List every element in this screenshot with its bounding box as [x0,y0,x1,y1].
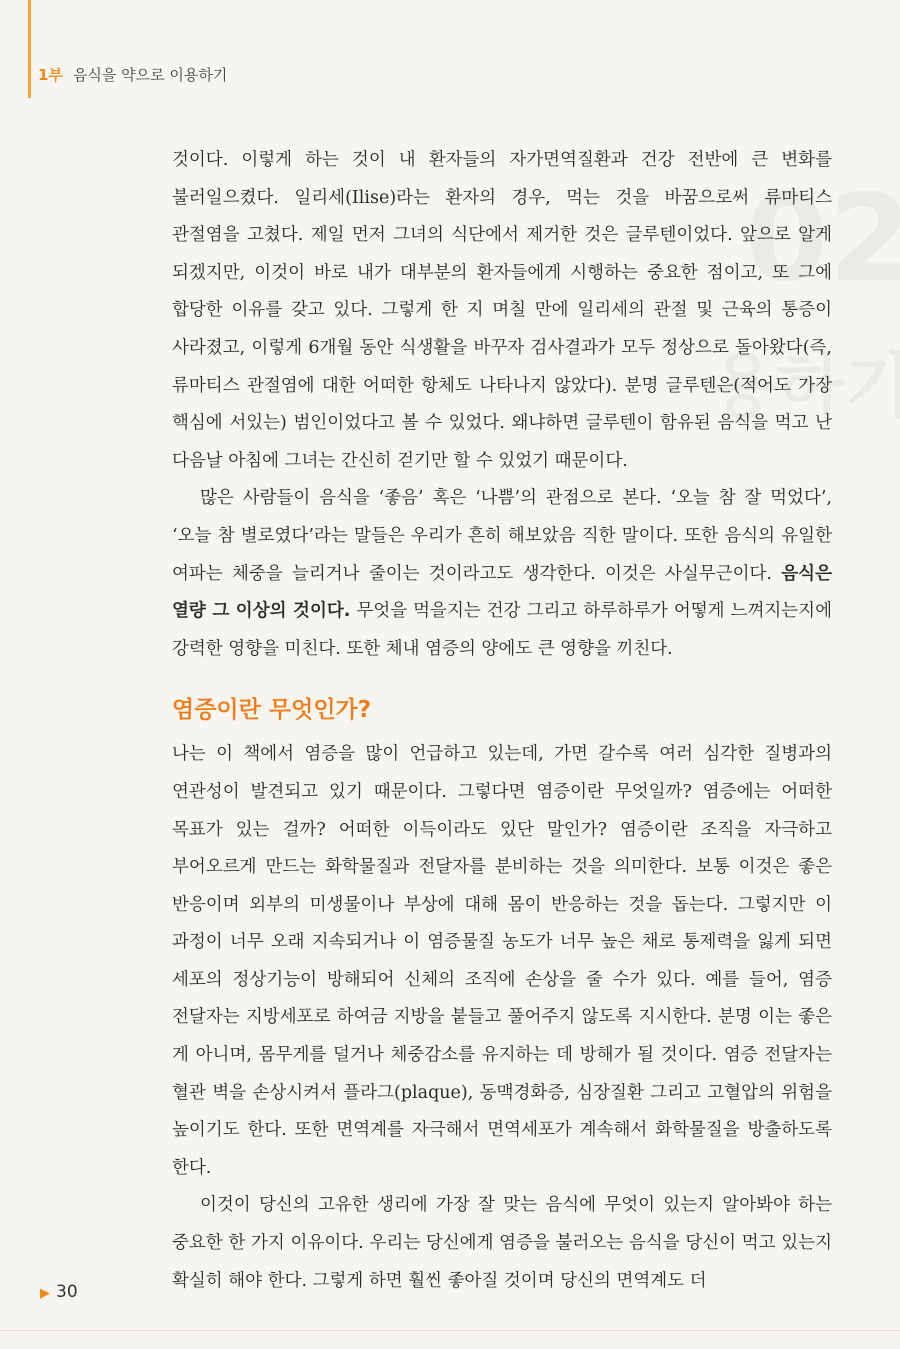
paragraph-text: 무엇을 먹을지는 건강 그리고 하루하루가 어떻게 느껴지는지에 강력한 영향을 미친다. 또한 체내 염증의 양에도 큰 영향을 끼친다. [172,601,832,659]
page-body [172,142,832,1300]
paragraph-text: 많은 사람들이 음식을 ‘좋음’ 혹은 ‘나쁨’의 관점으로 본다. ‘오늘 참 잘 먹었다’, ‘오늘 참 별로였다’라는 말들은 우리가 흔히 해보았음 직한 말이다. 또한 음식의 유일한 여파는 체중을 늘리거나 줄이는 것이라고도 생각한다. 이것은 사실무근이다. [172,488,832,584]
body-paragraph [172,480,832,668]
chapter-title: 음식을 약으로 이용하기 [72,66,228,84]
page-footer [40,1282,78,1302]
part-label: 1부 [38,66,63,84]
emphasis-text: 음식은 열량 그 이상의 것이다. [172,563,832,622]
bottom-rule [0,1330,900,1331]
page-number: 30 [56,1282,78,1302]
section-heading: 염증이란 무엇인가? [172,697,372,724]
body-paragraph: 나는 이 책에서 염증을 많이 언급하고 있는데, 가면 갈수록 여러 심각한 질병과의 연관성이 발견되고 있기 때문이다. 그렇다면 염증이란 무엇일까? 염증에는 어떠한 목표가 있는 걸까? 어떠한 이득이라도 있단 말인가? 염증이란 조직을 자극하고 부어오르게 만드는 화학물질과 전달자를 분비하는 것을 의미한다. 보통 이것은 좋은 반응이며 외부의 미생물이나 부상에 대해 몸이 반응하는 것을 돕는다. 그렇지만 이 과정이 너무 오래 지속되거나 이 염증물질 농도가 너무 높은 채로 통제력을 잃게 되면 세포의 정상기능이 방해되어 신체의 조직에 손상을 줄 수가 있다. 예를 들어, 염증 전달자는 지방세포로 하여금 지방을 붙들고 풀어주지 않도록 지시한다. 분명 이는 좋은 게 아니며, 몸무게를 덜거나 체중감소를 유지하는 데 방해가 될 것이다. 염증 전달자는 혈관 벽을 손상시켜서 플라그(plaque), 동맥경화증, 심장질환 그리고 고혈압의 위험을 높이기도 한다. 또한 면역계를 자극해서 면역세포가 계속해서 화학물질을 방출하도록 한다. [172,744,832,1178]
triangle-marker-icon: ▶ [40,1286,50,1301]
running-header [38,64,227,85]
body-paragraph: 이것이 당신의 고유한 생리에 가장 잘 맞는 음식에 무엇이 있는지 알아봐야 하는 중요한 한 가지 이유이다. 우리는 당신에게 염증을 불러오는 음식을 당신이 먹고 있는지 확실히 해야 한다. 그렇게 하면 훨씬 좋아질 것이며 당신의 면역계도 더 [172,1195,832,1291]
body-paragraph: 것이다. 이렇게 하는 것이 내 환자들의 자가면역질환과 건강 전반에 큰 변화를 불러일으켰다. 일리세(Ilise)라는 환자의 경우, 먹는 것을 바꿈으로써 류마티스 관절염을 고쳤다. 제일 먼저 그녀의 식단에서 제거한 것은 글루텐이었다. 앞으로 알게 되겠지만, 이것이 바로 내가 대부분의 환자들에게 시행하는 중요한 점이고, 또 그에 합당한 이유를 갖고 있다. 그렇게 한 지 며칠 만에 일리세의 관절 및 근육의 통증이 사라졌고, 이렇게 6개월 동안 식생활을 바꾸자 검사결과가 모두 정상으로 돌아왔다(즉, 류마티스 관절염에 대한 어떠한 항체도 나타나지 않았다). 분명 글루텐은(적어도 가장 핵심에 서있는) 범인이었다고 볼 수 있었다. 왜냐하면 글루텐이 함유된 음식을 먹고 난 다음날 아침에 그녀는 간신히 걷기만 할 수 있었기 때문이다. [172,150,832,471]
top-accent-rule [28,0,31,98]
